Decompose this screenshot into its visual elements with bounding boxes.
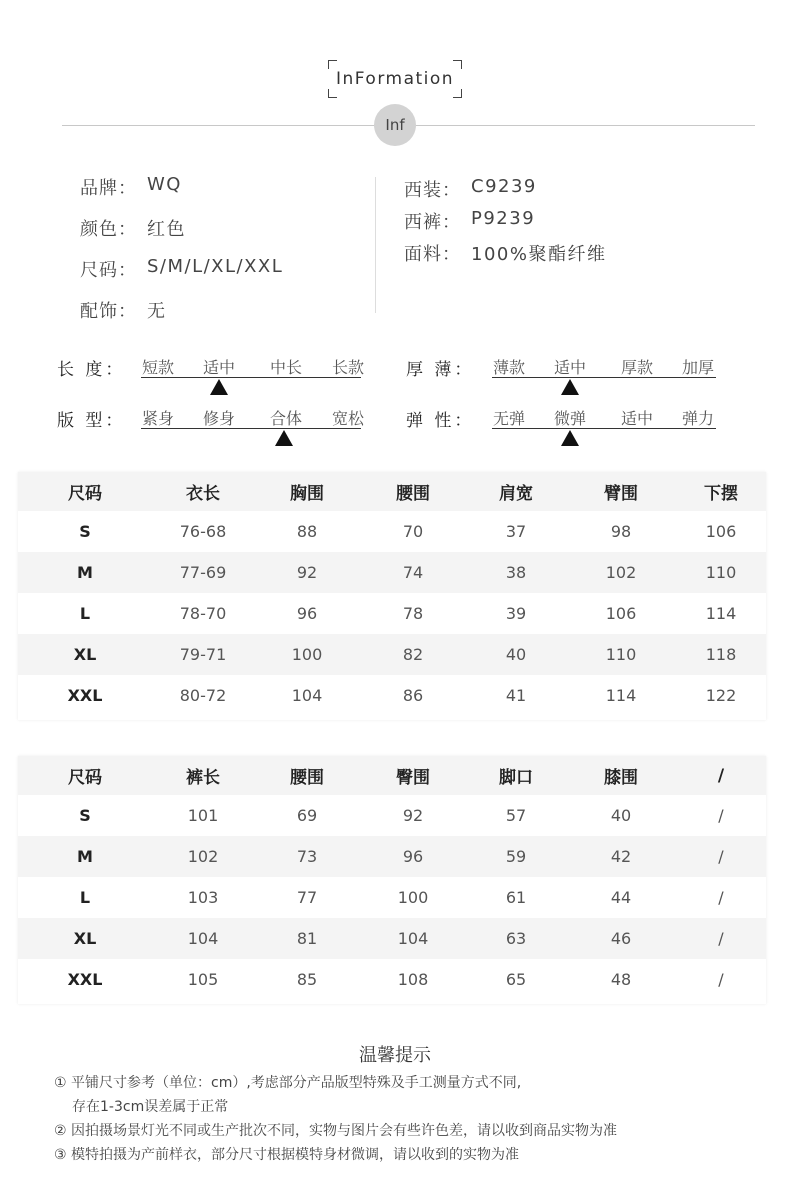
note-line: ③ 模特拍摄为产前样衣，部分尺寸根据模特身材微调，请以收到的实物为准 (54, 1147, 519, 1163)
table-cell: XXL (67, 686, 103, 705)
attr-option: 弹力 (681, 409, 714, 428)
attr-option: 加厚 (681, 358, 714, 377)
table-cell: 39 (505, 604, 527, 623)
table-row (18, 552, 766, 593)
column-header: 尺码 (18, 472, 152, 511)
table-cell: 114 (705, 604, 737, 623)
table-cell: 108 (397, 970, 429, 989)
info-row-brand (80, 174, 283, 215)
table-cell: 61 (505, 888, 527, 907)
info-value: 红色 (147, 219, 186, 240)
table-header-row (18, 756, 766, 795)
table-cell: 85 (296, 970, 318, 989)
note-line: ② 因拍摄场景灯光不同或生产批次不同，实物与图片会有些许色差，请以收到商品实物为准 (54, 1123, 617, 1139)
table-cell: 44 (610, 888, 632, 907)
table-cell: / (718, 970, 724, 989)
table-cell: 69 (296, 806, 318, 825)
table-cell: 110 (676, 552, 766, 593)
table-cell: 110 (566, 634, 676, 675)
table-cell: 82 (360, 634, 466, 675)
attr-label: 版 型： (57, 411, 126, 431)
column-header: 衣长 (152, 472, 254, 511)
table-cell: 73 (254, 836, 360, 877)
table-cell: 104 (152, 918, 254, 959)
info-row-suit (404, 176, 606, 208)
table-cell: XXL (67, 970, 103, 989)
table-row (18, 634, 766, 675)
info-key: 尺码： (80, 260, 137, 281)
attr-option: 薄款 (492, 358, 525, 377)
attr-label: 厚 薄： (406, 360, 475, 380)
column-header: 尺码 (18, 756, 152, 795)
table-cell: 78 (402, 604, 424, 623)
table-cell: 98 (610, 522, 632, 541)
attr-length (57, 355, 367, 405)
column-header: 肩宽 (466, 472, 566, 511)
table-cell: 57 (505, 806, 527, 825)
attr-elasticity (406, 406, 726, 456)
info-value: P9239 (471, 208, 536, 229)
info-left (80, 174, 283, 338)
table-cell: XL (18, 918, 152, 959)
table-cell: 103 (187, 888, 219, 907)
jacket-size-table (18, 472, 766, 716)
table-row (18, 795, 766, 836)
info-divider (375, 177, 376, 313)
attr-option: 修身 (202, 409, 235, 428)
column-header: 脚口 (466, 756, 566, 795)
info-key: 西装： (404, 180, 461, 201)
table-cell: 70 (402, 522, 424, 541)
info-value: 100%聚酯纤维 (471, 244, 607, 265)
table-cell: 42 (566, 836, 676, 877)
table-cell: S (79, 522, 91, 541)
pants-size-table (18, 756, 766, 1000)
note-line: ① 平铺尺寸参考（单位：cm）,考虑部分产品版型特殊及手工测量方式不同, (54, 1075, 522, 1091)
table-row (18, 593, 766, 634)
table-cell: 92 (254, 552, 360, 593)
attr-option: 微弹 (553, 409, 586, 428)
selected-marker-icon (210, 379, 228, 395)
table-row (18, 511, 766, 552)
selected-marker-icon (275, 430, 293, 446)
table-cell: L (79, 604, 91, 623)
table-cell: 100 (254, 634, 360, 675)
table-cell: 114 (605, 686, 637, 705)
table-cell: 102 (566, 552, 676, 593)
attr-fit (57, 406, 367, 456)
attr-option: 宽松 (331, 409, 364, 428)
table-cell: / (676, 836, 766, 877)
column-header: 腰围 (360, 472, 466, 511)
info-key: 品牌： (80, 178, 137, 199)
table-cell: 46 (566, 918, 676, 959)
column-header: 臀围 (360, 756, 466, 795)
table-cell: 102 (152, 836, 254, 877)
table-cell: 106 (605, 604, 637, 623)
table-cell: / (718, 806, 724, 825)
table-cell: 106 (705, 522, 737, 541)
attr-thickness (406, 355, 726, 405)
table-row (18, 918, 766, 959)
info-row-accessory (80, 297, 283, 338)
attr-option: 适中 (553, 358, 586, 377)
selected-marker-icon (561, 430, 579, 446)
info-right (404, 176, 606, 272)
notes-title: 温馨提示 (359, 1045, 431, 1066)
table-cell: 40 (610, 806, 632, 825)
table-cell: 65 (505, 970, 527, 989)
table-cell: 104 (360, 918, 466, 959)
section-title-frame (328, 60, 462, 98)
table-cell: 37 (505, 522, 527, 541)
note-line: 存在1-3cm误差属于正常 (72, 1099, 229, 1115)
attr-option: 适中 (620, 409, 653, 428)
attr-option: 无弹 (492, 409, 525, 428)
table-cell: 40 (466, 634, 566, 675)
table-cell: 76-68 (179, 522, 227, 541)
column-header: 裤长 (152, 756, 254, 795)
info-value: WQ (147, 174, 182, 195)
attr-option: 短款 (141, 358, 174, 377)
attr-option: 紧身 (141, 409, 174, 428)
table-cell: 92 (402, 806, 424, 825)
info-row-pants (404, 208, 606, 240)
table-cell: 63 (466, 918, 566, 959)
table-cell: S (79, 806, 91, 825)
info-key: 颜色： (80, 219, 137, 240)
attr-option: 中长 (269, 358, 302, 377)
table-cell: 38 (466, 552, 566, 593)
table-cell: 80-72 (179, 686, 227, 705)
table-row (18, 877, 766, 918)
header-badge: Inf (374, 104, 416, 146)
table-cell: 77-69 (152, 552, 254, 593)
attr-option: 厚款 (620, 358, 653, 377)
table-cell: 118 (676, 634, 766, 675)
attr-label: 长 度： (57, 360, 126, 380)
table-cell: 101 (187, 806, 219, 825)
selected-marker-icon (561, 379, 579, 395)
table-cell: 96 (360, 836, 466, 877)
table-cell: 122 (705, 686, 737, 705)
attr-option: 长款 (331, 358, 364, 377)
column-header: 胸围 (254, 472, 360, 511)
info-key: 西裤： (404, 212, 461, 233)
table-cell: M (18, 552, 152, 593)
info-key: 配饰： (80, 301, 137, 322)
column-header: 下摆 (676, 472, 766, 511)
table-cell: 78-70 (179, 604, 227, 623)
table-cell: XL (18, 634, 152, 675)
table-cell: / (676, 918, 766, 959)
table-cell: 86 (402, 686, 424, 705)
table-cell: M (18, 836, 152, 877)
table-cell: 59 (466, 836, 566, 877)
table-cell: 41 (505, 686, 527, 705)
column-header: 臂围 (566, 472, 676, 511)
table-cell: 104 (291, 686, 323, 705)
info-value: C9239 (471, 176, 537, 197)
attr-label: 弹 性： (406, 411, 475, 431)
table-cell: 100 (397, 888, 429, 907)
info-row-color (80, 215, 283, 256)
table-header-row (18, 472, 766, 511)
table-cell: 96 (296, 604, 318, 623)
attr-option: 合体 (269, 409, 302, 428)
column-header: 膝围 (566, 756, 676, 795)
info-row-size (80, 256, 283, 297)
section-title: InFormation (335, 69, 455, 89)
table-cell: 105 (187, 970, 219, 989)
column-header: 腰围 (254, 756, 360, 795)
attr-option: 适中 (202, 358, 235, 377)
table-cell: 74 (360, 552, 466, 593)
table-row (18, 675, 766, 716)
table-cell: 88 (296, 522, 318, 541)
table-cell: 81 (254, 918, 360, 959)
info-row-fabric (404, 240, 606, 272)
info-value: S/M/L/XL/XXL (147, 256, 284, 277)
info-value: 无 (147, 301, 167, 322)
table-cell: L (79, 888, 91, 907)
table-cell: / (718, 888, 724, 907)
table-cell: 79-71 (152, 634, 254, 675)
info-key: 面料： (404, 244, 461, 265)
table-row (18, 836, 766, 877)
column-header: / (676, 756, 766, 795)
table-cell: 77 (296, 888, 318, 907)
table-row (18, 959, 766, 1000)
table-cell: 48 (610, 970, 632, 989)
